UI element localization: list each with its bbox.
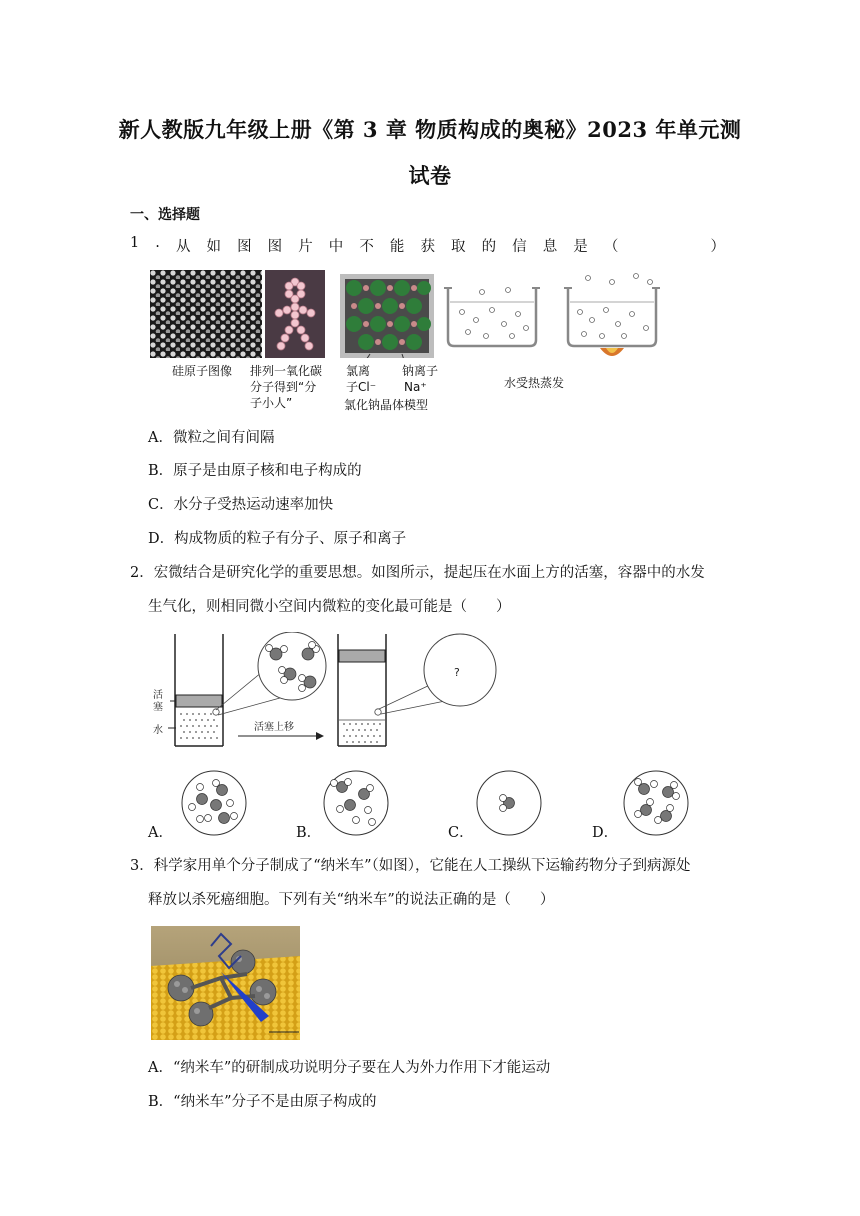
section-header: 一、选择题 [130,207,200,223]
silicon-atom-image [150,270,262,358]
q2-option-b-diagram [320,770,392,836]
q1-option-b: B．原子是由原子核和电子构成的 [148,463,362,479]
question-2-stem-line2: 生气化，则相同微小空间内微粒的变化最可能是（ ） [148,599,511,615]
q3-option-b: B．“纳米车”分子不是由原子构成的 [148,1094,377,1110]
question-1-stem: 1 . 从 如 图 图 片 中 不 能 获 取 的 信 息 是 （ ） [130,235,725,255]
question-3-stem-line2: 释放以杀死癌细胞。下列有关“纳米车”的说法正确的是（ ） [148,892,555,908]
piston-cylinder-diagram [150,632,680,752]
q1-option-c: C．水分子受热运动速率加快 [148,497,334,513]
caption-water: 水受热蒸发 [504,376,565,390]
q2-option-c-diagram [473,770,545,836]
label-question-mark: ? [454,666,460,679]
q3-option-a: A．“纳米车”的研制成功说明分子要在人为外力作用下才能运动 [148,1060,551,1076]
page-title-continued: 试卷 [408,163,452,188]
q1-option-a: A．微粒之间有间隔 [148,430,275,446]
q2-option-b-label: B． [296,825,322,841]
caption-cl-line1: 氯离 [346,364,371,378]
question-3-stem-line1: 3．科学家用单个分子制成了“纳米车”（如图），它能在人工操纵下运输药物分子到病源处 [130,858,691,874]
beaker-heated [562,272,662,362]
label-water: 水 [153,725,163,736]
nacl-crystal-model [340,274,434,358]
label-arrow: 活塞上移 [254,722,294,733]
q2-option-a-label: A． [148,825,173,841]
beaker-room-temp [442,278,542,348]
question-1-figure [150,270,670,420]
q1-option-d: D．构成物质的粒子有分子、原子和离子 [148,531,407,547]
question-2-stem-line1: 2．宏微结合是研究化学的重要思想。如图所示，提起压在水面上方的活塞，容器中的水发 [130,565,705,581]
caption-co-line2: 分子得到“分 [250,380,317,394]
caption-co-line1: 排列一氧化碳 [250,364,323,378]
question-2-figure [150,632,680,752]
label-piston-2: 塞 [153,702,163,713]
caption-silicon: 硅原子图像 [172,364,233,378]
caption-na-line2: Na⁺ [404,380,427,394]
q2-option-d-diagram [620,770,692,836]
page-title: 新人教版九年级上册《第 3 章 物质构成的奥秘》2023 年单元测 [118,117,742,142]
co-molecule-man-image [265,270,325,358]
q2-option-d-label: D． [592,825,619,841]
caption-nacl-model: 氯化钠晶体模型 [344,398,429,412]
caption-co-line3: 子小人” [250,396,293,410]
caption-cl-line2: 子Cl⁻ [346,380,377,394]
caption-na-line1: 钠离子 [402,364,439,378]
label-piston-1: 活 [153,690,163,701]
nano-car-image [151,926,300,1040]
q2-option-a-diagram [178,770,250,836]
q2-option-c-label: C． [448,825,474,841]
